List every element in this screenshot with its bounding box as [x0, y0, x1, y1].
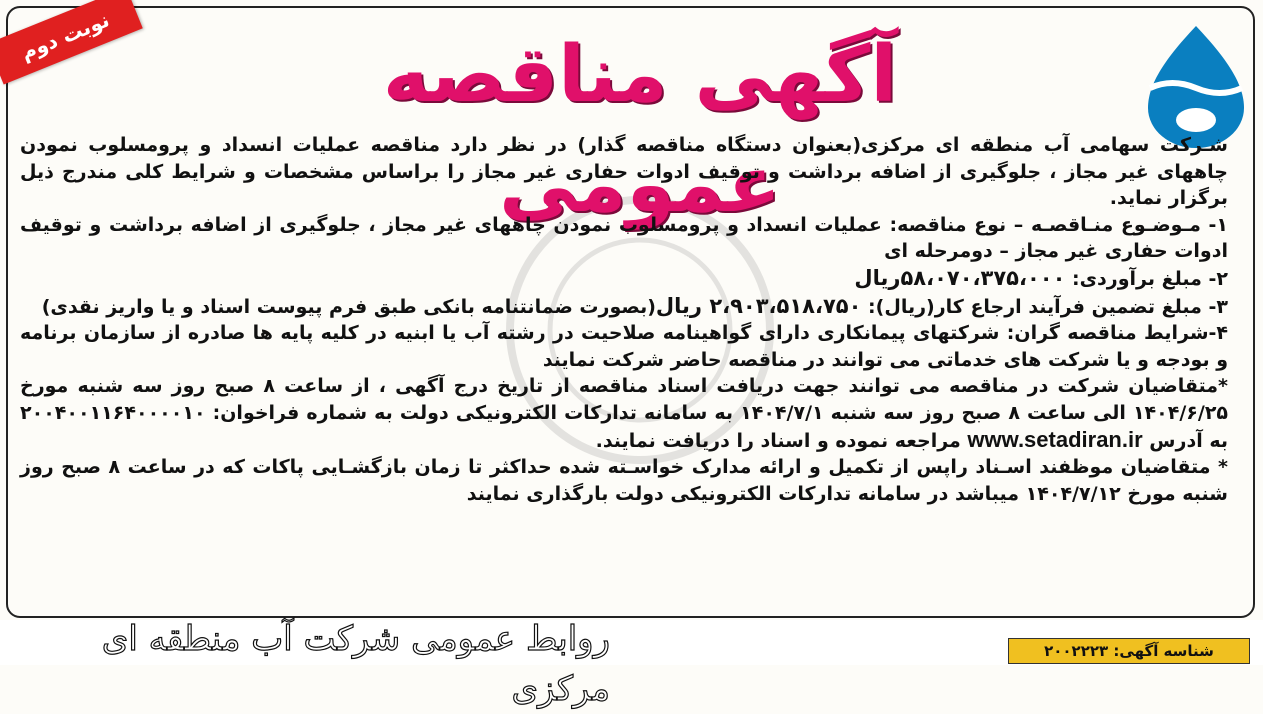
note-2: * متقاضیان موظفند اسـناد راپس از تکمیل و ارائه مدارک خواسـته شده حداکثر تا زمان بازگشـایی پاکات که در ساعت ۸ صبح روز شنبه مورخ ۱۴۰۴/۷/۱۲ میباشد در سامانه تدارکات الکترونیکی دولت بارگذاری نمایند [20, 456, 1228, 505]
item-3-note: (بصورت ضمانتنامه بانکی طبق فرم پیوست اسناد و یا واریز نقدی) [41, 295, 656, 318]
intro-paragraph: شـرکت سهامی آب منطقه ای مرکزی(بعنوان دستگاه مناقصه گذار) در نظر دارد مناقصه عملیات انسداد و پرومسلوب نمودن چاههای غیر مجاز ، جلوگیری از اضافه برداشت و توقیف ادوات حفاری غیر مجاز را براساس مشخصات و شرایط کلی مندرج ذیل برگزار نماید. [20, 134, 1228, 210]
note-1-text: *متقاضیان شرکت در مناقصه می توانند جهت دریافت اسناد مناقصه از تاریخ درج آگهی ، از ساعت ۸ صبح روز سه شنبه مورخ ۱۴۰۴/۶/۲۵ الی ساعت ۸ صبح روز سه شنبه ۱۴۰۴/۷/۱ به سامانه تدارکات الکترونیکی دولت به شماره فراخوان: ۲۰۰۴۰۰۱۱۶۴۰۰۰۰۱۰ به آدرس [20, 375, 1229, 452]
item-2-label: ۲- مبلغ برآوردی: [1072, 267, 1228, 290]
note-1 [20, 373, 1228, 454]
footer-signature: روابط عمومی شرکت آب منطقه ای مرکزی [101, 619, 610, 709]
item-2 [20, 265, 1228, 293]
notice-title: آگهی مناقصه عمومی [382, 30, 898, 230]
water-drop-logo-icon [1142, 22, 1250, 150]
item-3 [20, 293, 1228, 321]
ad-id-badge: شناسه آگهی: ۲۰۰۲۲۲۳ [1008, 638, 1250, 664]
item-1: ۱- مـوضـوع منـاقصـه – نوع مناقصه: عملیات انسداد و پرومسلوب نمودن چاههای غیر مجاز ، جلوگیری از اضافه برداشت و توقیف ادوات حفاری غیر مجاز – دومرحله ای [20, 213, 1228, 263]
note-1-after: مراجعه نموده و اسناد را دریافت نمایند. [595, 429, 961, 452]
setadiran-link[interactable]: www.setadiran.ir [967, 426, 1143, 452]
item-4: ۴-شرایط مناقصه گران: شرکتهای پیمانکاری دارای گواهینامه صلاحیت در رشته آب یا ابنیه در کلیه پایه ها صادره از سازمان برنامه و بودجه و یا شرکت های خدماتی می توانند در مناقصه حاضر شرکت نمایند [20, 322, 1228, 371]
ribbon-badge: نوبت دوم [0, 0, 143, 84]
notice-body [20, 132, 1228, 507]
item-2-amount: ۵۸،۰۷۰،۳۷۵،۰۰۰ریال [854, 265, 1066, 290]
item-3-label: ۳- مبلغ تضمین فرآیند ارجاع کار(ریال): [868, 295, 1228, 318]
item-3-amount: ۲،۹۰۳،۵۱۸،۷۵۰ ریال [655, 293, 862, 318]
